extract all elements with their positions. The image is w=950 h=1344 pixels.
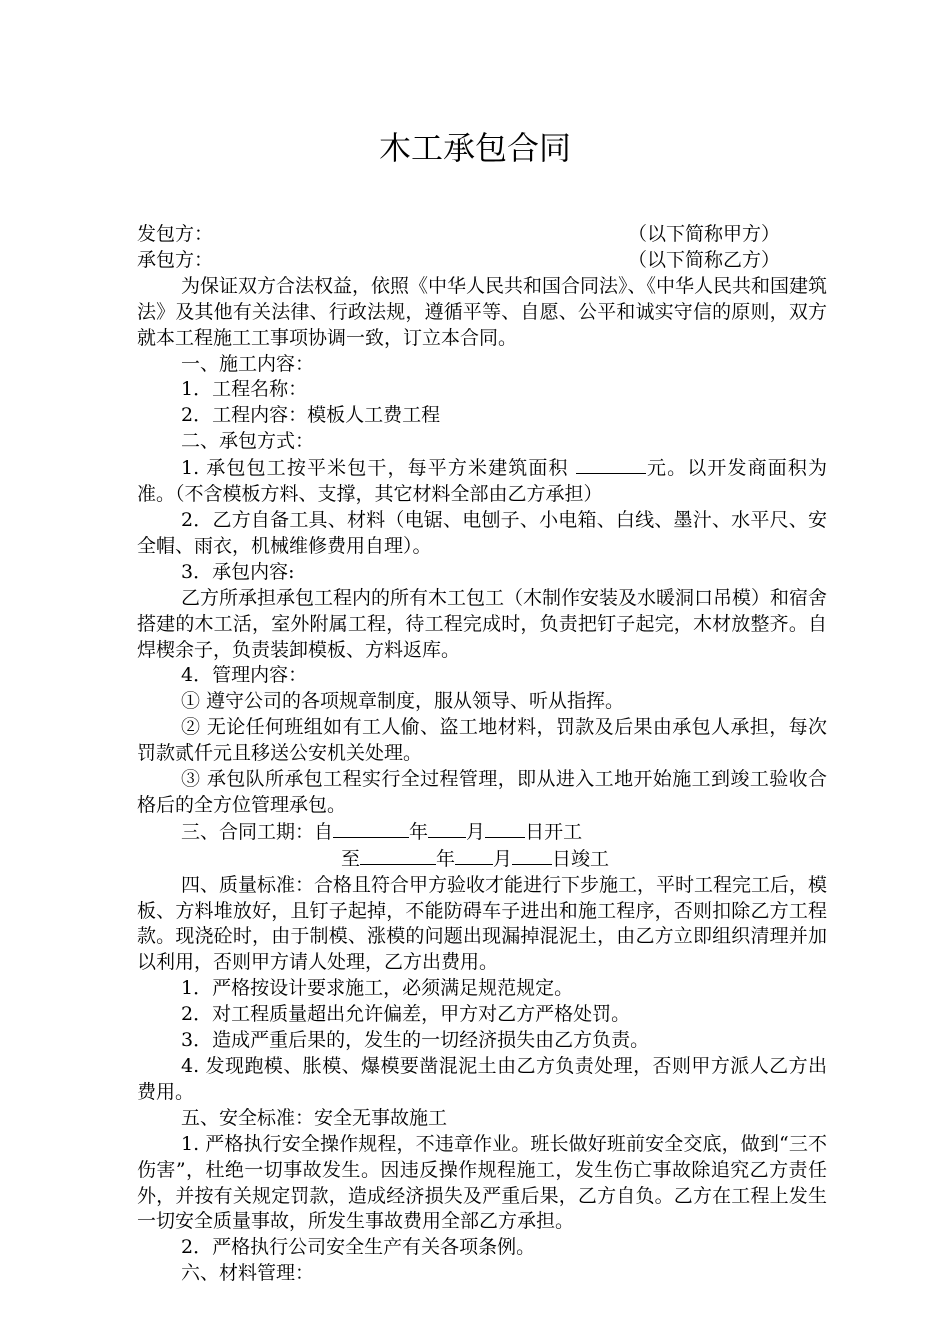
price-blank — [576, 455, 646, 474]
employer-alias: （以下简称甲方） — [627, 223, 780, 245]
end-month-blank — [455, 846, 493, 865]
contract-period-end: 至 年 月 日竣工 — [341, 847, 610, 870]
management-rule-3: ③ 承包队所承包工程实行全过程管理，即从进入工地开始施工到竣工验收合格后的全方位管理承包。 — [137, 768, 827, 816]
section5-heading: 五、安全标准：安全无事故施工 — [181, 1106, 448, 1129]
section5-item2: 2．严格执行公司安全生产有关各项条例。 — [181, 1236, 536, 1259]
section1-item1: 1．工程名称： — [181, 378, 308, 401]
section4-text: 四、质量标准：合格且符合甲方验收才能进行下步施工，平时工程完工后，模板、方料堆放好，且钉子起掉，不能防碍车子进出和施工程序，否则扣除乙方工程款。现浇砼时，由于制模、涨模的问题出现漏掉混泥土，由乙方立即组织清理并加以利用，否则甲方请人处理，乙方出费用。 — [137, 873, 828, 974]
section2-item2: 2．乙方自备工具、材料（电锯、电刨子、小电箱、白线、墨汁、水平尺、安全帽、雨衣，机械维修费用自理）。 — [137, 508, 827, 557]
contractor-label: 承包方： — [137, 248, 214, 271]
end-day-blank — [512, 846, 552, 865]
section1-heading: 一、施工内容： — [181, 352, 315, 375]
section2-item4-heading: 4．管理内容： — [181, 664, 308, 687]
section4-item1: 1．严格按设计要求施工，必须满足规范规定。 — [181, 977, 574, 1000]
section1-item2: 2．工程内容：模板人工费工程 — [181, 404, 441, 427]
section4-item2: 2．对工程质量超出允许偏差，甲方对乙方严格处罚。 — [181, 1003, 631, 1026]
contractor-line — [137, 248, 827, 274]
page-title: 木工承包合同 — [378, 129, 571, 167]
section2-heading: 二、承包方式： — [181, 430, 315, 453]
section4-item3: 3．造成严重后果的，发生的一切经济损失由乙方负责。 — [181, 1029, 650, 1052]
employer-line — [137, 222, 827, 248]
start-year-blank — [333, 819, 409, 838]
preamble: 为保证双方合法权益，依照《中华人民共和国合同法》、《中华人民共和国建筑法》及其他有关法律、行政法规，遵循平等、自愿、公平和诚实守信的原则，双方就本工程施工工事项协调一致，订立本合同。 — [137, 274, 828, 349]
section2-item3-text: 乙方所承担承包工程内的所有木工包工（木制作安装及水暖洞口吊模）和宿舍搭建的木工活，室外附属工程，待工程完成时，负责把钉子起完，木材放整齐。自焊楔余子，负责装卸模板、方料返库。 — [137, 586, 828, 661]
section2-item3-heading: 3．承包内容: — [181, 560, 295, 583]
contract-body — [137, 222, 827, 1287]
section2-item1: 1. 承包包工按平米包干，每平方米建筑面积 元。以开发商面积为准。（不含模板方料、支撑，其它材料全部由乙方承担） — [137, 457, 827, 506]
section6-heading: 六、材料管理： — [181, 1262, 315, 1285]
start-month-blank — [428, 819, 466, 838]
employer-label: 发包方： — [137, 223, 214, 245]
section4-item4: 4. 发现跑模、胀模、爆模要凿混泥土由乙方负责处理，否则甲方派人乙方出费用。 — [137, 1055, 827, 1103]
contract-period-start: 三、合同工期：自 年 月 日开工 — [181, 820, 583, 843]
contractor-alias: （以下简称乙方） — [627, 248, 780, 271]
management-rule-1: ① 遵守公司的各项规章制度，服从领导、听从指挥。 — [181, 690, 625, 713]
start-day-blank — [485, 819, 525, 838]
management-rule-2: ② 无论任何班组如有工人偷、盗工地材料，罚款及后果由承包人承担，每次罚款贰仟元且移送公安机关处理。 — [137, 716, 827, 765]
section5-item1: 1. 严格执行安全操作规程，不违章作业。班长做好班前安全交底，做到“三不伤害”，杜绝一切事故发生。因违反操作规程施工，发生伤亡事故除追究乙方责任外，并按有关规定罚款，造成经济损失及严重后果，乙方自负。乙方在工程上发生一切安全质量事故，所发生事故费用全部乙方承担。 — [137, 1132, 827, 1233]
end-year-blank — [360, 846, 436, 865]
